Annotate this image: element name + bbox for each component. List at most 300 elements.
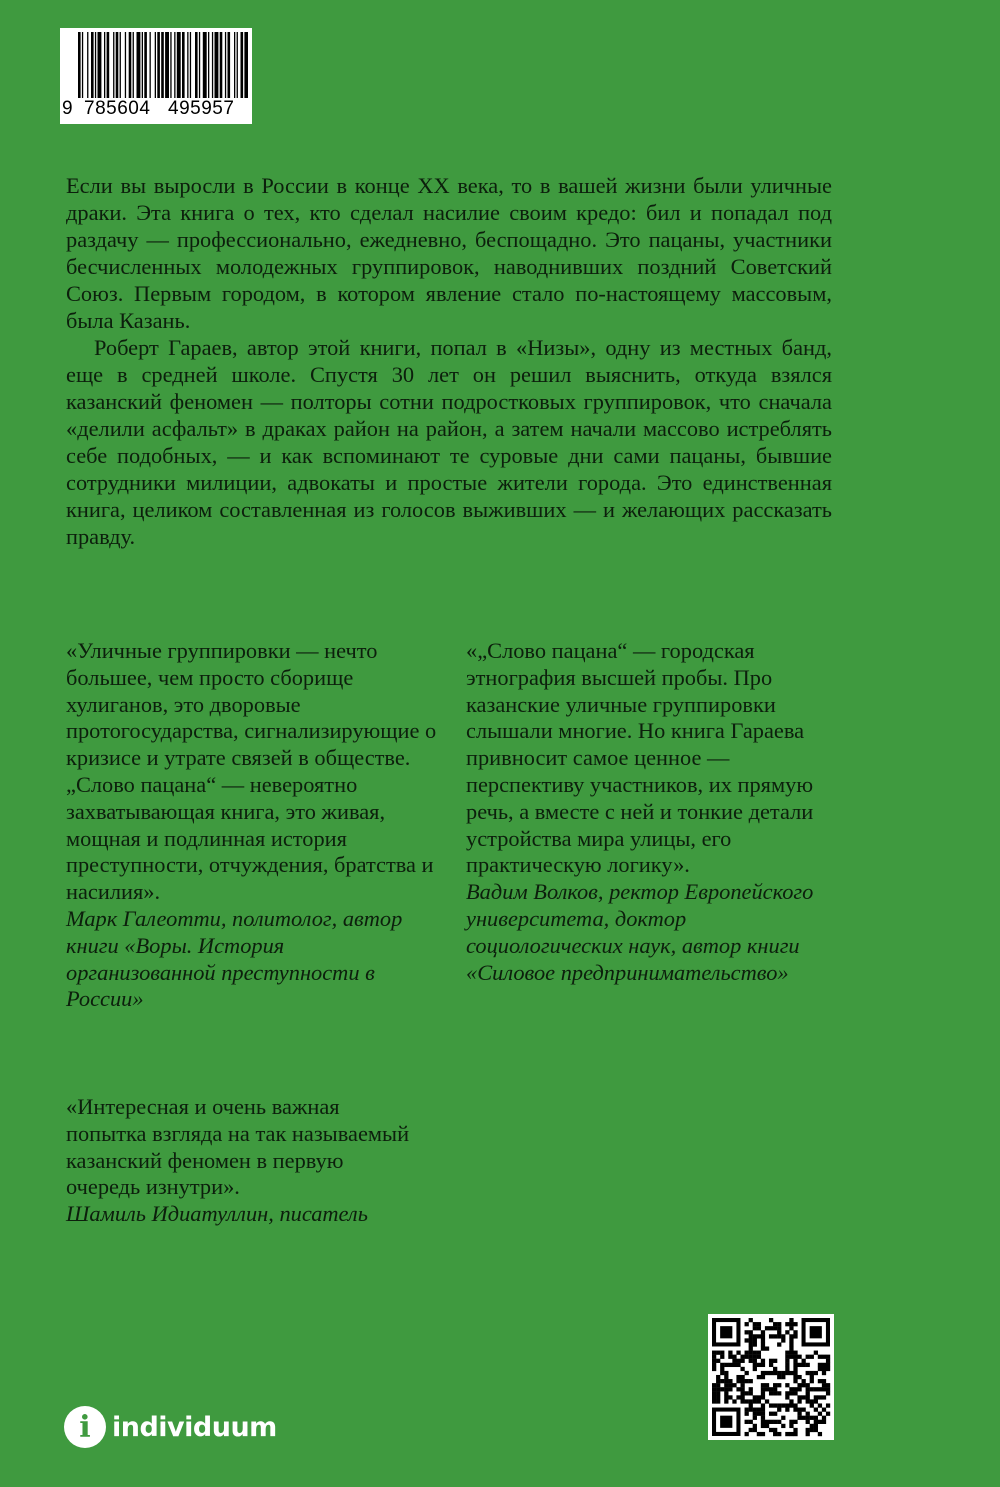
qr-module bbox=[789, 1322, 793, 1326]
qr-module bbox=[797, 1355, 801, 1359]
quote-text: «Интересная и очень важная попытка взгляда на так называемый казанский феномен в первую очередь изнутри». bbox=[66, 1094, 410, 1200]
qr-module bbox=[736, 1359, 740, 1363]
qr-module bbox=[720, 1387, 724, 1391]
qr-module bbox=[797, 1387, 801, 1391]
qr-module bbox=[757, 1334, 761, 1338]
qr-module bbox=[753, 1416, 757, 1420]
qr-module bbox=[814, 1420, 818, 1424]
qr-module bbox=[765, 1399, 769, 1403]
barcode-bar bbox=[215, 32, 219, 98]
qr-module bbox=[814, 1351, 818, 1355]
qr-module bbox=[745, 1330, 749, 1334]
qr-module bbox=[773, 1322, 777, 1326]
qr-module bbox=[793, 1391, 797, 1395]
qr-module bbox=[749, 1391, 753, 1395]
qr-module bbox=[793, 1367, 797, 1371]
qr-module bbox=[789, 1326, 793, 1330]
qr-module bbox=[740, 1383, 744, 1387]
qr-module bbox=[761, 1416, 765, 1420]
qr-module bbox=[749, 1359, 753, 1363]
qr-module bbox=[728, 1355, 732, 1359]
qr-module bbox=[789, 1334, 793, 1338]
barcode-bar bbox=[170, 32, 171, 98]
qr-module bbox=[797, 1399, 801, 1403]
qr-module bbox=[777, 1342, 781, 1346]
qr-module bbox=[736, 1351, 740, 1355]
qr-module bbox=[753, 1424, 757, 1428]
qr-module bbox=[789, 1387, 793, 1391]
qr-module bbox=[793, 1428, 797, 1432]
qr-module bbox=[785, 1322, 789, 1326]
qr-module bbox=[761, 1363, 765, 1367]
qr-module bbox=[749, 1342, 753, 1346]
qr-module bbox=[769, 1403, 773, 1407]
qr-module bbox=[724, 1363, 728, 1367]
qr-module bbox=[749, 1330, 753, 1334]
qr-module bbox=[806, 1355, 810, 1359]
qr-module bbox=[797, 1412, 801, 1416]
quote-attribution: Вадим Волков, ректор Европейского университета, доктор социологических наук, автор книги «Силовое предпринимательство» bbox=[466, 879, 814, 985]
qr-module bbox=[789, 1424, 793, 1428]
qr-module bbox=[761, 1330, 765, 1334]
qr-module bbox=[753, 1412, 757, 1416]
qr-module bbox=[806, 1395, 810, 1399]
qr-module bbox=[777, 1330, 781, 1334]
qr-module bbox=[793, 1359, 797, 1363]
qr-module bbox=[793, 1355, 797, 1359]
barcode-bar bbox=[120, 32, 121, 98]
qr-module bbox=[745, 1420, 749, 1424]
quote-attribution: Шамиль Идиатуллин, писатель bbox=[66, 1201, 368, 1227]
qr-module bbox=[793, 1351, 797, 1355]
qr-module bbox=[712, 1363, 716, 1367]
barcode-bar bbox=[228, 32, 231, 98]
qr-module bbox=[749, 1428, 753, 1432]
qr-module bbox=[785, 1355, 789, 1359]
qr-module bbox=[749, 1379, 753, 1383]
qr-module bbox=[724, 1399, 728, 1403]
qr-module bbox=[785, 1408, 789, 1412]
qr-module bbox=[720, 1367, 724, 1371]
qr-module bbox=[740, 1359, 744, 1363]
qr-module bbox=[757, 1412, 761, 1416]
qr-module bbox=[781, 1424, 785, 1428]
qr-module bbox=[769, 1387, 773, 1391]
qr-module bbox=[802, 1379, 806, 1383]
qr-module bbox=[757, 1322, 761, 1326]
qr-module bbox=[745, 1351, 749, 1355]
barcode-bar bbox=[203, 32, 207, 98]
qr-module bbox=[769, 1334, 773, 1338]
qr-module bbox=[736, 1363, 740, 1367]
qr-module bbox=[769, 1412, 773, 1416]
qr-module bbox=[785, 1367, 789, 1371]
qr-module bbox=[765, 1420, 769, 1424]
qr-module bbox=[745, 1338, 749, 1342]
barcode-bar bbox=[104, 32, 105, 98]
qr-module bbox=[732, 1359, 736, 1363]
qr-module bbox=[761, 1403, 765, 1407]
qr-module bbox=[806, 1387, 810, 1391]
quote-attribution: Марк Галеотти, политолог, автор книги «Воры. История организованной преступности в России» bbox=[66, 905, 403, 1012]
qr-module bbox=[822, 1379, 826, 1383]
qr-module bbox=[785, 1351, 789, 1355]
qr-module bbox=[753, 1322, 757, 1326]
qr-module bbox=[753, 1342, 757, 1346]
qr-module bbox=[769, 1428, 773, 1432]
qr-module bbox=[769, 1363, 773, 1367]
qr-module bbox=[757, 1355, 761, 1359]
barcode-bar bbox=[161, 32, 164, 98]
qr-module bbox=[789, 1399, 793, 1403]
qr-module bbox=[761, 1334, 765, 1338]
barcode-bar bbox=[144, 32, 147, 98]
qr-module bbox=[806, 1420, 810, 1424]
qr-module bbox=[818, 1403, 822, 1407]
qr-module bbox=[745, 1322, 749, 1326]
qr-module bbox=[818, 1367, 822, 1371]
qr-module bbox=[716, 1379, 720, 1383]
barcode-bar bbox=[244, 32, 248, 98]
qr-module bbox=[757, 1375, 761, 1379]
qr-module bbox=[826, 1359, 830, 1363]
publisher-name: individuum bbox=[112, 1411, 277, 1443]
qr-module bbox=[773, 1383, 777, 1387]
qr-module bbox=[810, 1371, 814, 1375]
qr-module bbox=[822, 1395, 826, 1399]
qr-module bbox=[822, 1420, 826, 1424]
review-quote-galeotti bbox=[66, 638, 438, 1013]
qr-code-pattern bbox=[708, 1314, 834, 1440]
qr-module bbox=[793, 1403, 797, 1407]
barcode-bar bbox=[195, 32, 198, 98]
barcode-bar bbox=[78, 32, 81, 98]
qr-module bbox=[793, 1432, 797, 1436]
qr-module bbox=[732, 1399, 736, 1403]
qr-module bbox=[810, 1403, 814, 1407]
qr-module bbox=[785, 1391, 789, 1395]
qr-module bbox=[716, 1375, 720, 1379]
qr-module bbox=[712, 1355, 716, 1359]
qr-module bbox=[810, 1355, 814, 1359]
qr-module bbox=[753, 1428, 757, 1432]
review-quote-volkov bbox=[466, 638, 832, 986]
qr-module bbox=[810, 1379, 814, 1383]
qr-module bbox=[818, 1395, 822, 1399]
qr-module bbox=[753, 1351, 757, 1355]
qr-module bbox=[761, 1346, 765, 1350]
barcode-bar bbox=[199, 32, 200, 98]
qr-module bbox=[797, 1408, 801, 1412]
qr-module bbox=[745, 1379, 749, 1383]
qr-module bbox=[826, 1383, 830, 1387]
barcode-bar bbox=[150, 32, 151, 98]
qr-module bbox=[761, 1424, 765, 1428]
qr-module bbox=[785, 1359, 789, 1363]
qr-module bbox=[745, 1391, 749, 1395]
qr-module bbox=[749, 1318, 753, 1322]
qr-module bbox=[749, 1387, 753, 1391]
qr-module bbox=[818, 1412, 822, 1416]
qr-module bbox=[773, 1432, 777, 1436]
qr-module bbox=[802, 1416, 806, 1420]
barcode-bar bbox=[129, 32, 132, 98]
qr-module bbox=[716, 1383, 720, 1387]
qr-module bbox=[793, 1363, 797, 1367]
qr-module bbox=[745, 1408, 749, 1412]
qr-module bbox=[802, 1395, 806, 1399]
barcode-bar bbox=[137, 32, 141, 98]
qr-module bbox=[773, 1359, 777, 1363]
qr-finder-center bbox=[810, 1326, 822, 1338]
qr-module bbox=[818, 1363, 822, 1367]
qr-module bbox=[728, 1395, 732, 1399]
qr-module bbox=[724, 1395, 728, 1399]
qr-module bbox=[785, 1363, 789, 1367]
qr-module bbox=[785, 1383, 789, 1387]
qr-module bbox=[724, 1375, 728, 1379]
barcode-digits bbox=[60, 98, 252, 122]
qr-module bbox=[720, 1351, 724, 1355]
qr-module bbox=[757, 1399, 761, 1403]
qr-module bbox=[740, 1367, 744, 1371]
qr-module bbox=[749, 1399, 753, 1403]
qr-module bbox=[814, 1408, 818, 1412]
qr-module bbox=[802, 1408, 806, 1412]
qr-module bbox=[826, 1412, 830, 1416]
barcode-bar bbox=[133, 32, 134, 98]
qr-module bbox=[822, 1371, 826, 1375]
qr-module bbox=[781, 1338, 785, 1342]
barcode-bar bbox=[220, 32, 223, 98]
qr-module bbox=[712, 1367, 716, 1371]
qr-module bbox=[806, 1412, 810, 1416]
barcode-bar bbox=[208, 32, 209, 98]
qr-module bbox=[814, 1395, 818, 1399]
qr-module bbox=[789, 1391, 793, 1395]
qr-module bbox=[740, 1395, 744, 1399]
qr-module bbox=[793, 1420, 797, 1424]
qr-module bbox=[728, 1363, 732, 1367]
qr-module bbox=[769, 1326, 773, 1330]
qr-module bbox=[793, 1334, 797, 1338]
qr-module bbox=[724, 1371, 728, 1375]
qr-module bbox=[761, 1383, 765, 1387]
qr-module bbox=[712, 1383, 716, 1387]
qr-module bbox=[749, 1355, 753, 1359]
qr-module bbox=[765, 1326, 769, 1330]
qr-module bbox=[777, 1432, 781, 1436]
qr-module bbox=[712, 1351, 716, 1355]
qr-module bbox=[810, 1375, 814, 1379]
qr-module bbox=[740, 1355, 744, 1359]
qr-module bbox=[761, 1387, 765, 1391]
qr-module bbox=[765, 1383, 769, 1387]
qr-module bbox=[785, 1403, 789, 1407]
qr-module bbox=[826, 1403, 830, 1407]
qr-module bbox=[757, 1432, 761, 1436]
qr-module bbox=[753, 1355, 757, 1359]
qr-module bbox=[810, 1416, 814, 1420]
qr-module bbox=[777, 1403, 781, 1407]
qr-module bbox=[712, 1391, 716, 1395]
qr-module bbox=[806, 1383, 810, 1387]
barcode-bar bbox=[107, 32, 110, 98]
qr-finder-center bbox=[720, 1326, 732, 1338]
qr-module bbox=[789, 1351, 793, 1355]
qr-module bbox=[777, 1326, 781, 1330]
qr-module bbox=[724, 1387, 728, 1391]
qr-module bbox=[765, 1387, 769, 1391]
qr-module bbox=[810, 1424, 814, 1428]
qr-module bbox=[740, 1391, 744, 1395]
qr-module bbox=[777, 1322, 781, 1326]
barcode-bar bbox=[157, 32, 160, 98]
qr-module bbox=[806, 1391, 810, 1395]
qr-module bbox=[814, 1371, 818, 1375]
qr-module bbox=[757, 1408, 761, 1412]
barcode-bar bbox=[241, 32, 244, 98]
barcode-bar bbox=[155, 32, 156, 98]
barcode-bar bbox=[82, 32, 83, 98]
quote-text: «Уличные группировки — нечто большее, чем просто сборище хулиганов, это дворовые протогосударства, сигнализирующие о кризисе и утрате связей в обществе. „Слово пацана“ — невероятно захватывающая книга, это живая, мощная и подлинная история преступности, отчуждения, братства и насилия». bbox=[66, 638, 437, 905]
qr-module bbox=[736, 1379, 740, 1383]
qr-module bbox=[712, 1387, 716, 1391]
qr-module bbox=[745, 1355, 749, 1359]
qr-module bbox=[736, 1395, 740, 1399]
qr-module bbox=[822, 1355, 826, 1359]
qr-module bbox=[745, 1412, 749, 1416]
barcode-bar bbox=[142, 32, 143, 98]
qr-module bbox=[822, 1387, 826, 1391]
qr-module bbox=[728, 1379, 732, 1383]
barcode-bar bbox=[182, 32, 185, 98]
qr-module bbox=[810, 1428, 814, 1432]
qr-module bbox=[818, 1420, 822, 1424]
qr-module bbox=[789, 1355, 793, 1359]
qr-module bbox=[773, 1371, 777, 1375]
qr-module bbox=[753, 1326, 757, 1330]
qr-module bbox=[822, 1367, 826, 1371]
qr-module bbox=[826, 1387, 830, 1391]
qr-module bbox=[785, 1395, 789, 1399]
qr-module bbox=[785, 1330, 789, 1334]
qr-module bbox=[753, 1363, 757, 1367]
qr-module bbox=[761, 1359, 765, 1363]
qr-module bbox=[712, 1359, 716, 1363]
qr-module bbox=[749, 1346, 753, 1350]
qr-module bbox=[822, 1416, 826, 1420]
qr-module bbox=[793, 1387, 797, 1391]
qr-module bbox=[728, 1387, 732, 1391]
barcode-bar bbox=[177, 32, 181, 98]
qr-module bbox=[769, 1420, 773, 1424]
qr-module bbox=[736, 1387, 740, 1391]
qr-module bbox=[773, 1334, 777, 1338]
qr-module bbox=[765, 1346, 769, 1350]
qr-module bbox=[740, 1379, 744, 1383]
qr-module bbox=[720, 1363, 724, 1367]
qr-module bbox=[793, 1330, 797, 1334]
qr-module bbox=[753, 1399, 757, 1403]
barcode-bar bbox=[125, 32, 126, 98]
qr-module bbox=[806, 1428, 810, 1432]
qr-module bbox=[732, 1383, 736, 1387]
qr-module bbox=[769, 1391, 773, 1395]
barcode-digit-group-1: 785604 bbox=[84, 98, 151, 119]
barcode-bar bbox=[91, 32, 94, 98]
qr-module bbox=[781, 1371, 785, 1375]
qr-module bbox=[810, 1399, 814, 1403]
review-quote-idiatullin bbox=[66, 1094, 416, 1228]
barcode-bar bbox=[234, 32, 235, 98]
qr-module bbox=[761, 1420, 765, 1424]
qr-module bbox=[826, 1355, 830, 1359]
qr-module bbox=[806, 1416, 810, 1420]
publisher-logo-icon: i bbox=[64, 1406, 106, 1448]
barcode-bar bbox=[237, 32, 238, 98]
quote-text: «„Слово пацана“ — городская этнография высшей пробы. Про казанские уличные группировки слышали многие. Но книга Гараева привносит самое ценное — перспективу участников, их прямую речь, а вместе с ней и тонкие детали устройства мира улицы, его практическую логику». bbox=[466, 638, 814, 878]
qr-module bbox=[712, 1395, 716, 1399]
barcode-bar bbox=[165, 32, 169, 98]
qr-module bbox=[761, 1371, 765, 1375]
qr-module bbox=[749, 1334, 753, 1338]
qr-module bbox=[777, 1334, 781, 1338]
qr-module bbox=[781, 1403, 785, 1407]
qr-module bbox=[753, 1338, 757, 1342]
qr-module bbox=[826, 1367, 830, 1371]
qr-module bbox=[753, 1395, 757, 1399]
qr-module bbox=[773, 1391, 777, 1395]
qr-module bbox=[716, 1351, 720, 1355]
qr-module bbox=[793, 1322, 797, 1326]
qr-module bbox=[732, 1363, 736, 1367]
qr-module bbox=[761, 1391, 765, 1395]
barcode-bar bbox=[98, 32, 102, 98]
qr-module bbox=[781, 1375, 785, 1379]
barcode-digit-group-2: 495957 bbox=[168, 98, 235, 119]
qr-module bbox=[769, 1318, 773, 1322]
qr-module bbox=[826, 1363, 830, 1367]
qr-module bbox=[724, 1383, 728, 1387]
qr-module bbox=[822, 1363, 826, 1367]
qr-module bbox=[781, 1334, 785, 1338]
barcode-bar bbox=[212, 32, 213, 98]
qr-module bbox=[797, 1375, 801, 1379]
qr-module bbox=[806, 1371, 810, 1375]
qr-module bbox=[749, 1420, 753, 1424]
qr-module bbox=[740, 1375, 744, 1379]
qr-module bbox=[757, 1363, 761, 1367]
qr-module bbox=[818, 1379, 822, 1383]
qr-module bbox=[716, 1359, 720, 1363]
qr-module bbox=[769, 1371, 773, 1375]
qr-module bbox=[749, 1408, 753, 1412]
qr-code bbox=[708, 1314, 834, 1440]
qr-module bbox=[785, 1371, 789, 1375]
qr-module bbox=[789, 1432, 793, 1436]
qr-finder-center bbox=[720, 1416, 732, 1428]
qr-module bbox=[777, 1408, 781, 1412]
description-paragraph-2: Роберт Гараев, автор этой книги, попал в «Низы», одну из местных банд, еще в средней школе. Спустя 30 лет он решил выяснить, откуда взялся казанский феномен — полторы сотни подростковых группировок, что сначала «делили асфальт» в драках район на район, а затем начали массово истреблять себе подобных, — и как вспоминают те суровые дни сами пацаны, бывшие сотрудники милиции, адвокаты и простые жители города. Это единственная книга, целиком составленная из голосов выживших — и желающих рассказать правду. bbox=[66, 335, 832, 549]
qr-module bbox=[806, 1432, 810, 1436]
qr-module bbox=[753, 1408, 757, 1412]
qr-module bbox=[745, 1371, 749, 1375]
qr-module bbox=[806, 1363, 810, 1367]
barcode-bar bbox=[87, 32, 88, 98]
qr-module bbox=[822, 1408, 826, 1412]
qr-module bbox=[773, 1403, 777, 1407]
